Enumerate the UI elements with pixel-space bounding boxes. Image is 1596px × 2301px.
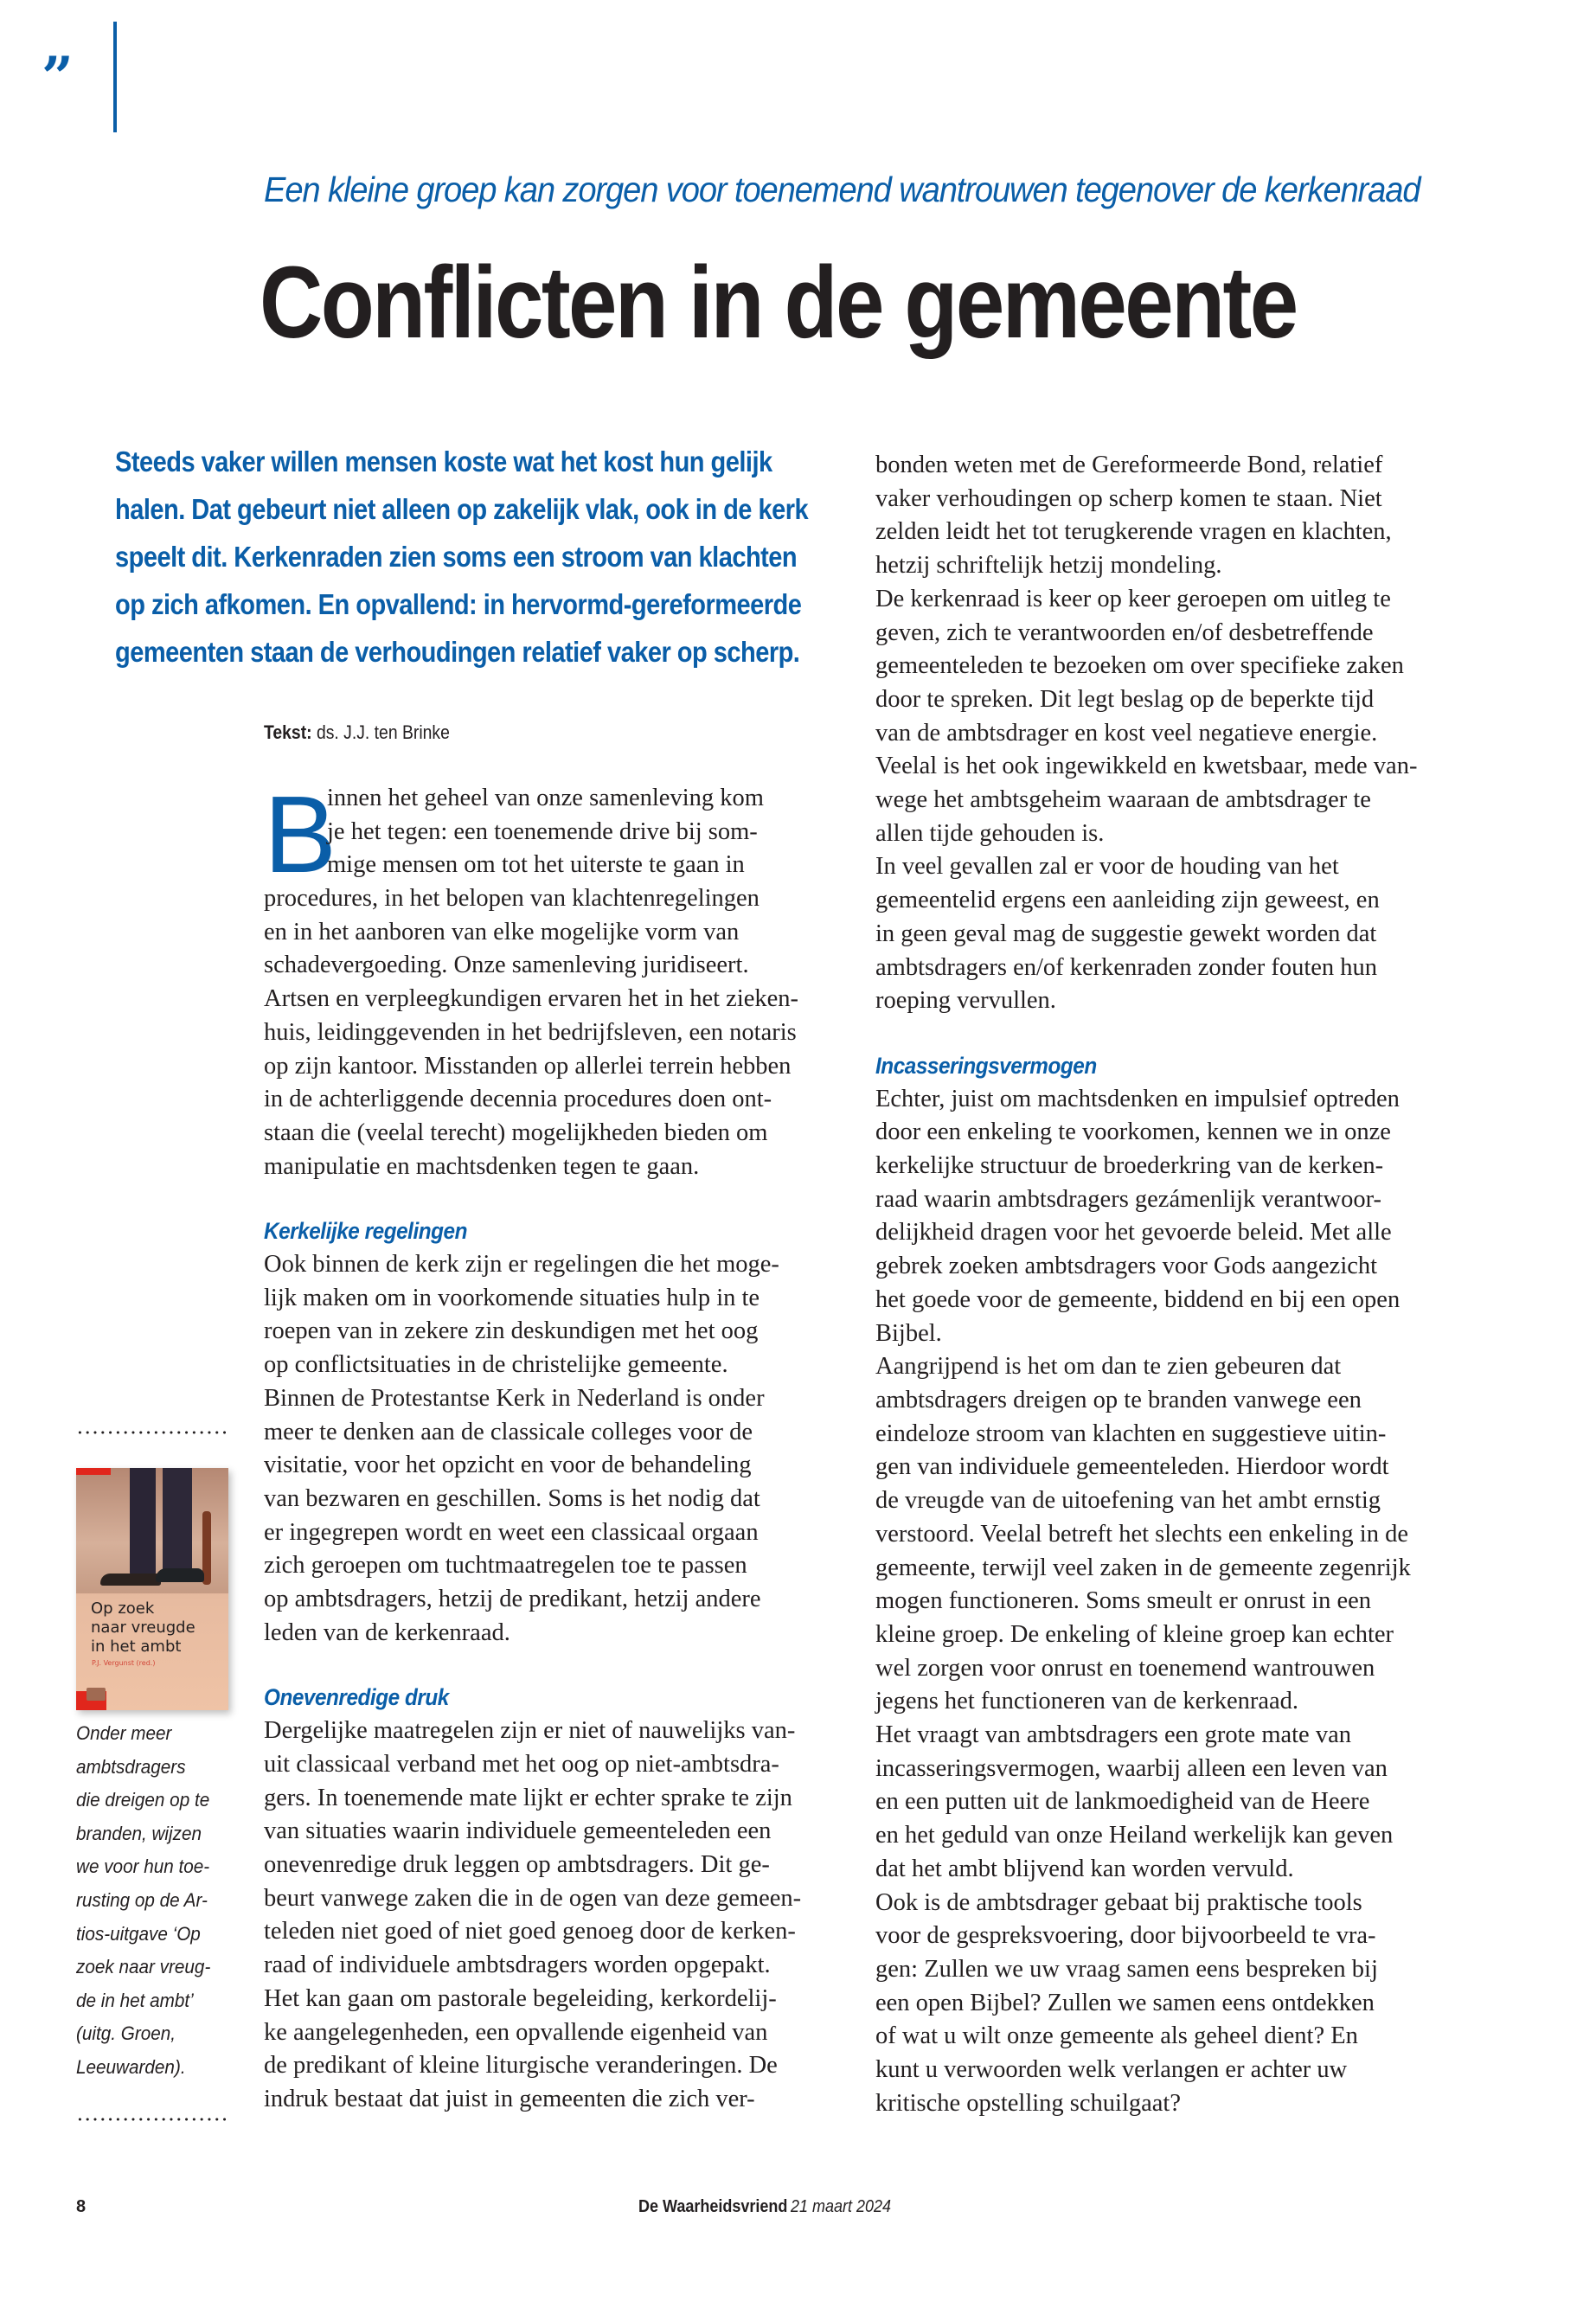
byline-label: Tekst: bbox=[264, 721, 312, 743]
body-line: raad waarin ambtsdragers gezámenlijk verantwoor- bbox=[875, 1185, 1382, 1213]
body-line: teleden niet goed of niet goed genoeg door de kerken- bbox=[264, 1918, 796, 1945]
body-line: mige mensen om tot het uiterste te gaan in bbox=[327, 851, 745, 879]
drop-cap: B bbox=[264, 773, 337, 895]
body-line: het goede voor de gemeente, biddend en bij een open bbox=[875, 1285, 1401, 1313]
body-line: op conflictsituaties in de christelijke gemeente. bbox=[264, 1351, 728, 1379]
body-line: procedures, in het belopen van klachtenregelingen bbox=[264, 885, 760, 912]
section-heading-kerkelijke-regelingen: Kerkelijke regelingen bbox=[264, 1218, 468, 1245]
body-line: door een enkeling te voorkomen, kennen we in onze bbox=[875, 1118, 1391, 1146]
body-line: eindeloze stroom van klachten en suggestieve uitin- bbox=[875, 1420, 1387, 1447]
body-line: hetzij schriftelijk hetzij mondeling. bbox=[875, 552, 1222, 580]
body-line: en een putten uit de lankmoedigheid van de Heere bbox=[875, 1788, 1370, 1816]
body-line: roepen van in zekere zin deskundigen met het oog bbox=[264, 1317, 759, 1345]
lead-line: gemeenten staan de verhoudingen relatief vaker op scherp. bbox=[115, 636, 800, 668]
body-line: onevenredige druk leggen op ambtsdragers. Dit ge- bbox=[264, 1850, 770, 1878]
lead-paragraph bbox=[115, 438, 842, 676]
body-line: dat het ambt blijvend kan worden vervuld. bbox=[875, 1855, 1294, 1882]
body-line: Ook is de ambtsdrager gebaat bij praktische tools bbox=[875, 1888, 1362, 1916]
briefcase-logo-icon bbox=[87, 1688, 106, 1701]
body-line: ke aangelegenheden, een opvallende eigenheid van bbox=[264, 2018, 768, 2046]
body-line: Dergelijke maatregelen zijn er niet of nauwelijks van- bbox=[264, 1717, 796, 1745]
section-heading-incasseringsvermogen: Incasseringsvermogen bbox=[875, 1052, 1097, 1079]
dotted-divider-top bbox=[76, 1431, 228, 1434]
body-line: en het geduld van onze Heiland werkelijk kan geven bbox=[875, 1822, 1394, 1849]
body-line: je het tegen: een toenemende drive bij som- bbox=[327, 817, 758, 845]
body-line: Bijbel. bbox=[875, 1319, 942, 1347]
body-line: Het kan gaan om pastorale begeleiding, kerkordelij- bbox=[264, 1984, 777, 2012]
page-number: 8 bbox=[76, 2197, 87, 2216]
book-title: Op zoek naar vreugde in het ambt bbox=[91, 1599, 195, 1656]
body-line: visitatie, voor het opzicht en voor de behandeling bbox=[264, 1452, 752, 1479]
body-line: beurt vanwege zaken die in de ogen van deze gemeen- bbox=[264, 1884, 802, 1912]
body-line: kunt u verwoorden welk verlangen er achter uw bbox=[875, 2056, 1348, 2084]
body-line: Het vraagt van ambtsdragers een grote mate van bbox=[875, 1721, 1351, 1749]
byline-author: ds. J.J. ten Brinke bbox=[316, 721, 450, 743]
body-line: raad of individuele ambtsdragers worden opgepakt. bbox=[264, 1952, 771, 1979]
body-line: in de achterliggende decennia procedures doen ont- bbox=[264, 1086, 772, 1113]
body-line: van de ambtsdrager en kost veel negatieve energie. bbox=[875, 719, 1378, 747]
body-line: gebrek zoeken ambtsdragers voor Gods aangezicht bbox=[875, 1253, 1378, 1280]
book-author: P.J. Vergunst (red.) bbox=[92, 1659, 156, 1667]
body-line: delijkheid dragen voor het gevoerde beleid. Met alle bbox=[875, 1219, 1392, 1247]
publication-footer bbox=[638, 2197, 891, 2217]
body-line: en in het aanboren van elke mogelijke vorm van bbox=[264, 918, 740, 945]
byline bbox=[264, 721, 450, 744]
article-subtitle: Een kleine groep kan zorgen voor toenemend wantrouwen tegenover de kerkenraad bbox=[264, 170, 1420, 209]
body-line: op zijn kantoor. Misstanden op allerlei terrein hebben bbox=[264, 1052, 792, 1080]
article-title: Conflicten in de gemeente bbox=[260, 246, 1297, 360]
body-line: bonden weten met de Gereformeerde Bond, relatief bbox=[875, 452, 1383, 478]
body-line: wel zorgen voor onrust en toenemend wantrouwen bbox=[875, 1654, 1375, 1682]
body-line: gen: Zullen we uw vraag samen eens bespreken bij bbox=[875, 1955, 1378, 1983]
body-column-right bbox=[875, 449, 1446, 2120]
body-line: voor de gespreksvoering, door bijvoorbeeld te vra- bbox=[875, 1922, 1376, 1950]
body-line: meer te denken aan de classicale colleges voor de bbox=[264, 1418, 753, 1445]
body-line: staan die (veelal terecht) mogelijkheden bieden om bbox=[264, 1118, 768, 1146]
lead-line: op zich afkomen. En opvallend: in hervormd-gereformeerde bbox=[115, 588, 802, 620]
body-line: geven, zich te verantwoorden en/of desbetreffende bbox=[875, 619, 1374, 646]
body-line: vaker verhoudingen op scherp komen te staan. Niet bbox=[875, 484, 1382, 512]
body-line: Veelal is het ook ingewikkeld en kwetsbaar, mede van- bbox=[875, 753, 1418, 780]
body-line: ambtsdragers dreigen op te branden vanwege een bbox=[875, 1386, 1362, 1413]
vertical-accent-bar bbox=[113, 22, 117, 132]
body-line: verstoord. Veelal betreft het slechts een enkeling in de bbox=[875, 1520, 1408, 1548]
body-line: De kerkenraad is keer op keer geroepen om uitleg te bbox=[875, 585, 1391, 612]
body-line: gers. In toenemende mate lijkt er echter sprake te zijn bbox=[264, 1784, 792, 1811]
body-line: gemeente, terwijl veel zaken in de gemeente zegenrijk bbox=[875, 1554, 1411, 1581]
body-line: Artsen en verpleegkundigen ervaren het in het zieken- bbox=[264, 985, 799, 1013]
body-line: Aangrijpend is het om dan te zien gebeuren dat bbox=[875, 1353, 1342, 1381]
body-line: gen van individuele gemeenteleden. Hierdoor wordt bbox=[875, 1453, 1389, 1481]
body-line: incasseringsvermogen, waarbij alleen een leven van bbox=[875, 1754, 1388, 1782]
dotted-divider-bottom bbox=[76, 2118, 228, 2121]
body-line: lijk maken om in voorkomende situaties hulp in te bbox=[264, 1284, 760, 1311]
body-line: wege het ambtsgeheim waaraan de ambtsdrager te bbox=[875, 786, 1371, 814]
lead-line: Steeds vaker willen mensen koste wat het kost hun gelijk bbox=[115, 445, 772, 478]
quote-mark-icon: ” bbox=[42, 45, 68, 110]
body-line: een open Bijbel? Zullen we samen eens ontdekken bbox=[875, 1989, 1375, 2016]
body-line: kritische opstelling schuilgaat? bbox=[875, 2089, 1181, 2117]
body-line: leden van de kerkenraad. bbox=[264, 1618, 510, 1646]
body-line: innen het geheel van onze samenleving kom bbox=[327, 785, 764, 811]
body-line: van situaties waarin individuele gemeenteleden een bbox=[264, 1817, 772, 1845]
body-line: gemeenteleden te bezoeken om over specifieke zaken bbox=[875, 652, 1404, 680]
body-line: kleine groep. De enkeling of kleine groep kan echter bbox=[875, 1620, 1394, 1648]
body-line: uit classicaal verband met het oog op niet-ambtsdra- bbox=[264, 1750, 779, 1778]
image-caption: Onder meer ambtsdragers die dreigen op te branden, wijzen we voor hun toe- rusting op de Ar- tios-uitgave ‘Op zoek naar vreug- de in het ambt’ (uitg. Groen, Leeuwarden). bbox=[76, 1722, 211, 2078]
body-line: kerkelijke structuur de broederkring van de kerken- bbox=[875, 1152, 1384, 1180]
body-line: manipulatie en machtsdenken tegen te gaan. bbox=[264, 1152, 700, 1180]
body-line: roeping vervullen. bbox=[875, 987, 1056, 1015]
lead-line: speelt dit. Kerkenraden zien soms een stroom van klachten bbox=[115, 541, 798, 573]
body-line: In veel gevallen zal er voor de houding van het bbox=[875, 853, 1339, 881]
body-column-left bbox=[264, 773, 835, 2117]
drop-cap-block bbox=[264, 773, 835, 895]
lead-line: halen. Dat gebeurt niet alleen op zakelijk vlak, ook in de kerk bbox=[115, 493, 809, 525]
book-cover-image bbox=[76, 1468, 228, 1710]
body-line: op ambtsdragers, hetzij de predikant, hetzij andere bbox=[264, 1586, 761, 1613]
body-line: mogen functioneren. Soms smeult er onrust in een bbox=[875, 1587, 1372, 1615]
publication-date: 21 maart 2024 bbox=[790, 2197, 892, 2216]
body-line: schadevergoeding. Onze samenleving juridiseert. bbox=[264, 952, 749, 979]
section-heading-onevenredige-druk: Onevenredige druk bbox=[264, 1684, 449, 1711]
body-line: er ingegrepen wordt en weet een classicaal orgaan bbox=[264, 1518, 759, 1546]
body-line: allen tijde gehouden is. bbox=[875, 819, 1105, 847]
body-line: in geen geval mag de suggestie gewekt worden dat bbox=[875, 920, 1377, 947]
body-line: Binnen de Protestantse Kerk in Nederland is onder bbox=[264, 1384, 765, 1412]
body-line: indruk bestaat dat juist in gemeenten die zich ver- bbox=[264, 2085, 755, 2112]
body-line: zelden leidt het tot terugkerende vragen en klachten, bbox=[875, 518, 1392, 546]
body-line: gemeentelid ergens een aanleiding zijn geweest, en bbox=[875, 887, 1380, 914]
body-line: huis, leidinggevenden in het bedrijfsleven, een notaris bbox=[264, 1018, 797, 1046]
body-line: Echter, juist om machtsdenken en impulsief optreden bbox=[875, 1085, 1400, 1112]
body-line: de vreugde van de uitoefening van het ambt ernstig bbox=[875, 1487, 1381, 1515]
body-line: jegens het functioneren van de kerkenraad. bbox=[875, 1688, 1299, 1715]
body-line: van bezwaren en geschillen. Soms is het nodig dat bbox=[264, 1484, 760, 1512]
body-line: de predikant of kleine liturgische veranderingen. De bbox=[264, 2052, 778, 2080]
publication-name: De Waarheidsvriend bbox=[638, 2197, 788, 2216]
body-line: Ook binnen de kerk zijn er regelingen die het moge- bbox=[264, 1251, 779, 1279]
body-line: door te spreken. Dit legt beslag op de beperkte tijd bbox=[875, 685, 1375, 713]
body-line: zich geroepen om tuchtmaatregelen toe te passen bbox=[264, 1552, 747, 1580]
body-line: ambtsdragers en/of kerkenraden zonder fouten hun bbox=[875, 953, 1378, 981]
body-line: of wat u wilt onze gemeente als geheel dient? En bbox=[875, 2022, 1358, 2050]
